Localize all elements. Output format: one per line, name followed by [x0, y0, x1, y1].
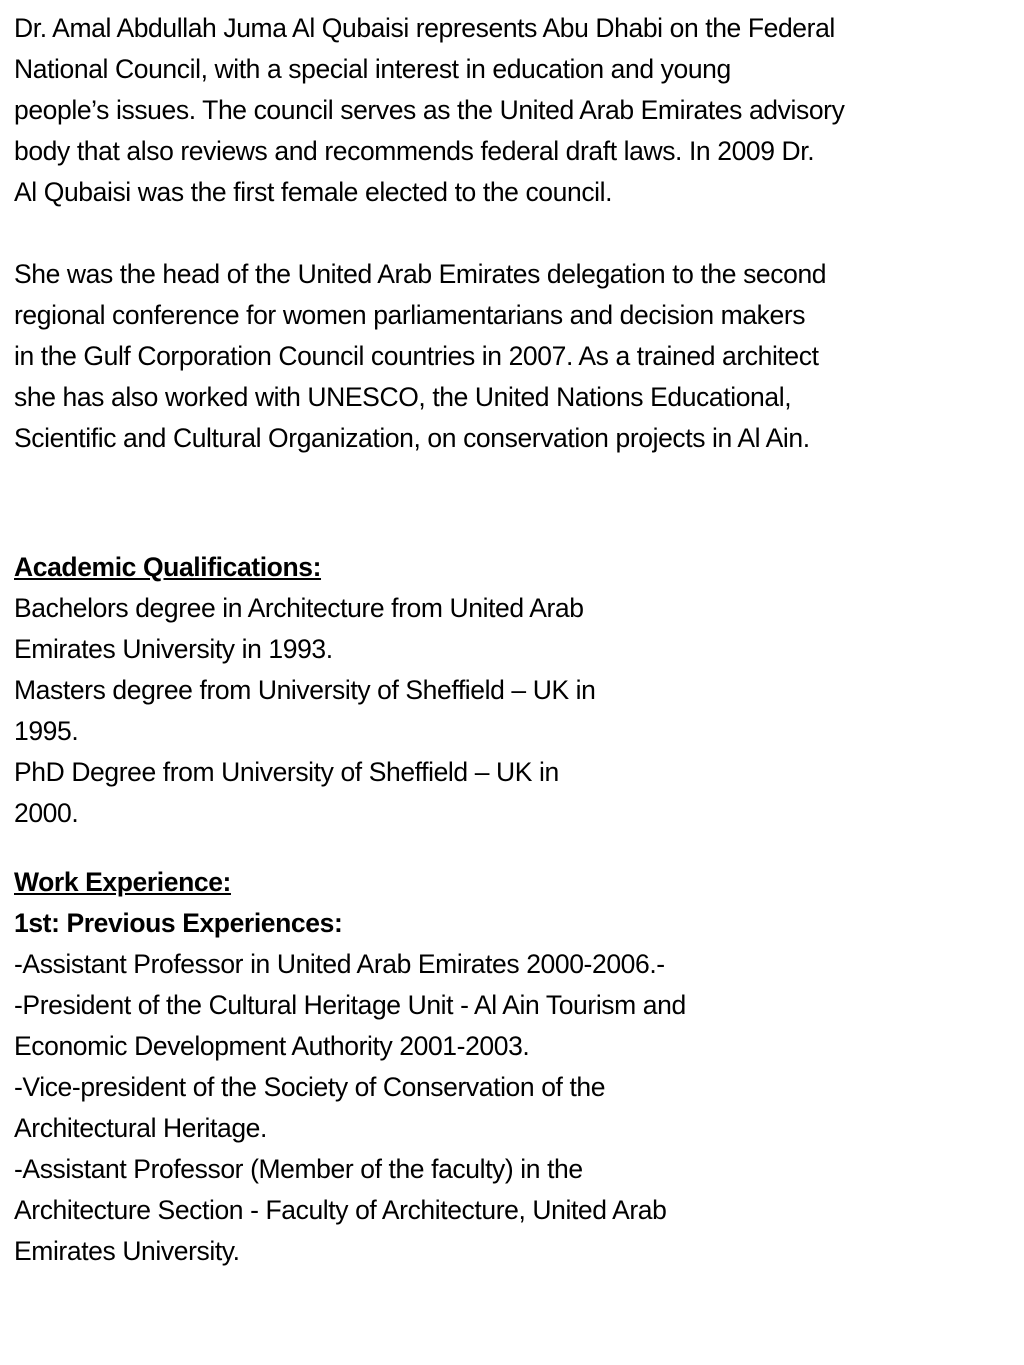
text-line: Bachelors degree in Architecture from United Arab	[14, 593, 584, 623]
text-line: Emirates University.	[14, 1236, 240, 1266]
biography-document	[14, 8, 1014, 459]
text-line: -Assistant Professor (Member of the faculty) in the	[14, 1154, 583, 1184]
text-line: Scientific and Cultural Organization, on conservation projects in Al Ain.	[14, 423, 810, 453]
text-line: Economic Development Authority 2001-2003.	[14, 1031, 530, 1061]
previous-experiences-subheading: 1st: Previous Experiences:	[14, 908, 343, 938]
intro-paragraph-2	[14, 254, 1014, 459]
work-experience-heading: Work Experience:	[14, 867, 231, 897]
academic-qualifications-section	[14, 547, 1014, 834]
academic-qualifications-heading: Academic Qualifications:	[14, 552, 322, 582]
text-line: Architectural Heritage.	[14, 1113, 267, 1143]
text-line: -President of the Cultural Heritage Unit - Al Ain Tourism and	[14, 990, 686, 1020]
text-line: PhD Degree from University of Sheffield – UK in	[14, 757, 559, 787]
work-experience-section	[14, 862, 1014, 1272]
paragraph-spacer	[14, 213, 1014, 254]
text-line: 1995.	[14, 716, 79, 746]
text-line: National Council, with a special interest in education and young	[14, 54, 731, 84]
text-line: people’s issues. The council serves as the United Arab Emirates advisory	[14, 95, 845, 125]
text-line: regional conference for women parliamentarians and decision makers	[14, 300, 806, 330]
intro-paragraph-1	[14, 8, 1014, 213]
text-line: Al Qubaisi was the first female elected to the council.	[14, 177, 613, 207]
text-line: -Vice-president of the Society of Conservation of the	[14, 1072, 606, 1102]
text-line: in the Gulf Corporation Council countries in 2007. As a trained architect	[14, 341, 819, 371]
text-line: body that also reviews and recommends federal draft laws. In 2009 Dr.	[14, 136, 815, 166]
text-line: Masters degree from University of Sheffield – UK in	[14, 675, 596, 705]
text-line: Dr. Amal Abdullah Juma Al Qubaisi represents Abu Dhabi on the Federal	[14, 13, 835, 43]
text-line: Architecture Section - Faculty of Architecture, United Arab	[14, 1195, 667, 1225]
text-line: Emirates University in 1993.	[14, 634, 333, 664]
text-line: -Assistant Professor in United Arab Emirates 2000-2006.-	[14, 949, 665, 979]
text-line: 2000.	[14, 798, 79, 828]
text-line: She was the head of the United Arab Emirates delegation to the second	[14, 259, 827, 289]
text-line: she has also worked with UNESCO, the United Nations Educational,	[14, 382, 792, 412]
